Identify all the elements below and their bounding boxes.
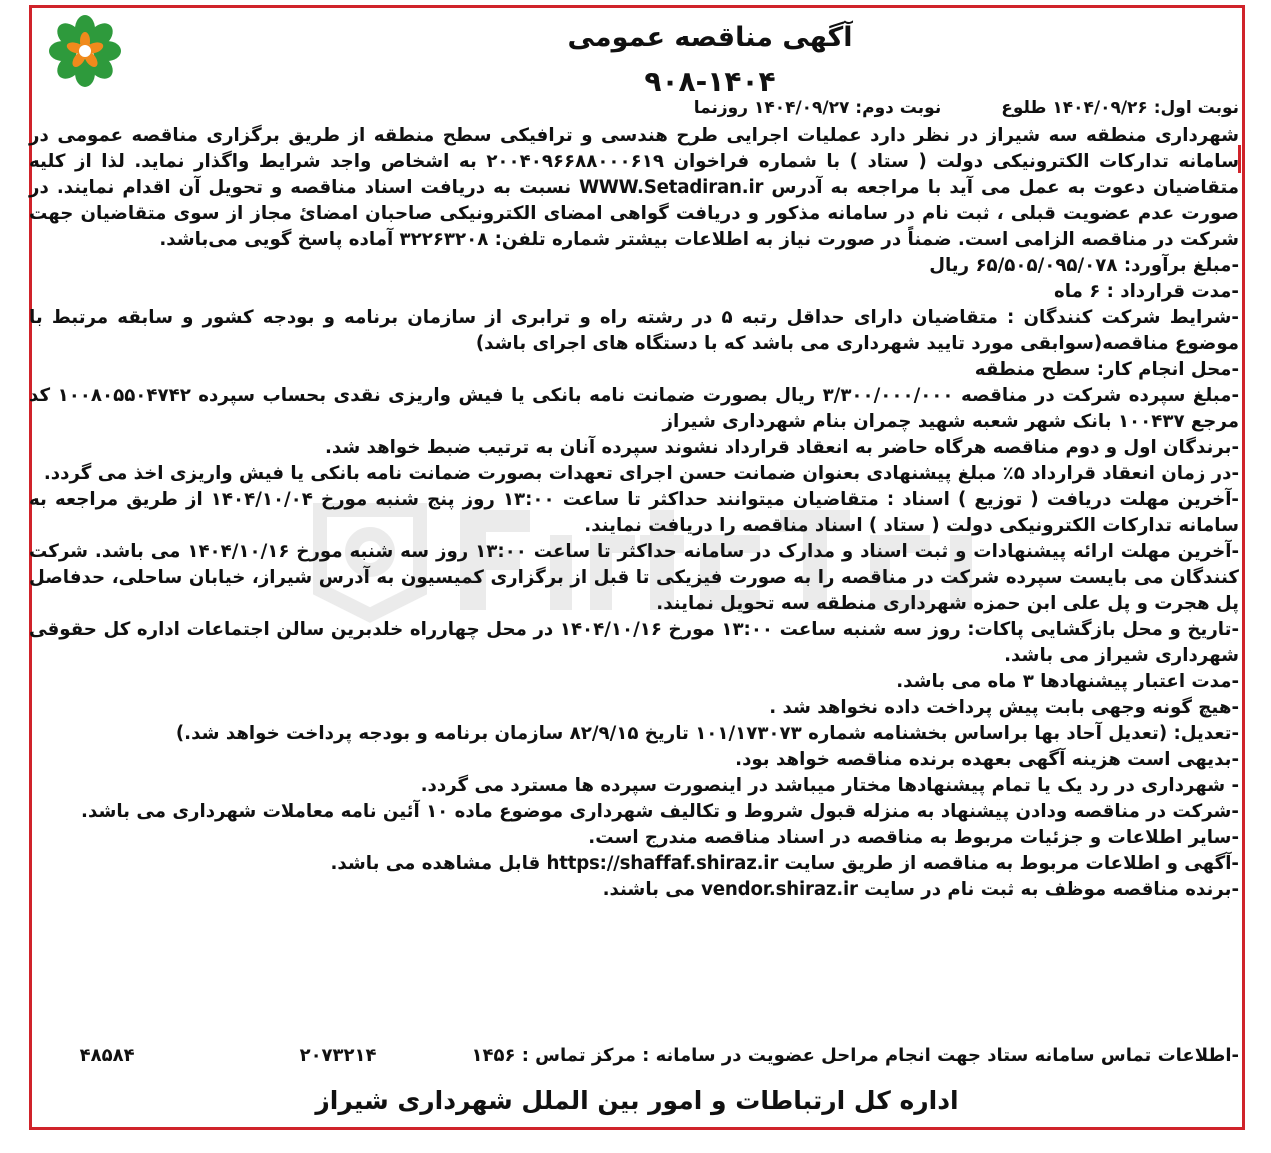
submission-deadline: -آخرین مهلت ارائه پیشنهادات و ثبت اسناد و مدارک در سامانه حداکثر تا ساعت ۱۳:۰۰ روز سه شنبه مورخ ۱۴۰۴/۱۰/۱۶ می باشد. شرکت کنندگان می بایست سپرده شرکت در مناقصه را به صورت فیزیکی تا قبل از برگزاری کمیسیون به آدرس شیراز، خیابان ساحلی، حدفاصل پل هجرت و پل علی ابن حمزه شهرداری منطقه سه تحویل نمایند.: [29, 541, 1239, 614]
municipality-logo-icon: [40, 14, 130, 88]
vendor-registration: -برنده مناقصه موظف به ثبت نام در سایت vendor.shiraz.ir می باشند.: [602, 879, 1239, 900]
prepayment-note: -هیچ گونه وجهی بابت پیش پرداخت داده نخواهد شد .: [769, 697, 1239, 718]
notice-heading: [400, 20, 1020, 102]
second-publication: نوبت دوم: ۱۴۰۴/۰۹/۲۷ روزنما: [693, 98, 942, 118]
document-deadline: -آخرین مهلت دریافت ( توزیع ) اسناد : متقاضیان میتوانند حداکثر تا ساعت ۱۳:۰۰ روز پنج شنبه مورخ ۱۴۰۴/۱۰/۰۴ از طریق مراجعه به سامانه تدارکات الکترونیکی دولت ( ستاد ) اسناد مناقصه را دریافت نمایند.: [29, 489, 1239, 536]
acceptance-note: -شرکت در مناقصه ودادن پیشنهاد به منزله قبول شروط و تکالیف شهرداری موضوع ماده ۱۰ آئین نامه معاملات شهرداری می باشد.: [81, 801, 1239, 822]
opening-date: -تاریخ و محل بازگشایی پاکات: روز سه شنبه ساعت ۱۳:۰۰ مورخ ۱۴۰۴/۱۰/۱۶ در محل چهارراه خلدبرین سالن اجتماعات اداره کل حقوقی شهرداری شیراز می باشد.: [29, 619, 1239, 666]
ad-cost-note: -بدیهی است هزینه آگهی بعهده برنده مناقصه خواهد بود.: [735, 749, 1239, 770]
issuer-footer: اداره کل ارتباطات و امور بین الملل شهرداری شیراز: [315, 1086, 959, 1115]
first-publication: نوبت اول: ۱۴۰۴/۰۹/۲۶ طلوع: [1001, 98, 1239, 118]
notice-title: آگهی مناقصه عمومی: [567, 22, 853, 53]
other-info: -سایر اطلاعات و جزئیات مربوط به مناقصه در اسناد مناقصه مندرج است.: [588, 827, 1239, 848]
contact-number-1: ۲۰۷۳۲۱۴: [299, 1045, 377, 1066]
tender-number: ۹۰۸-۱۴۰۴: [644, 65, 776, 98]
publication-schedule: [239, 96, 1239, 120]
validity-period: -مدت اعتبار پیشنهادها ۳ ماه می باشد.: [896, 671, 1239, 692]
participant-conditions: -شرایط شرکت کنندگان : متقاضیان دارای حداقل رتبه ۵ در رشته راه و ترابری از سازمان برنامه و بودجه کشور و سابقه مرتبط با موضوع مناقصه(سوابقی مورد تایید شهرداری می باشد که با دستگاه های اجرای باشد): [29, 307, 1239, 354]
work-location: -محل انجام کار: سطح منطقه: [974, 359, 1239, 380]
intro-paragraph: شهرداری منطقه سه شیراز در نظر دارد عملیات اجرایی طرح هندسی و ترافیکی سطح منطقه از طریق برگزاری مناقصه عمومی در سامانه تدارکات الکترونیکی دولت ( ستاد ) با شماره فراخوان ۲۰۰۴۰۹۶۶۸۸۰۰۰۶۱۹ به اشخاص واجد شرایط واگذار نماید. لذا از کلیه متقاضیان دعوت به عمل می آید با مراجعه به آدرس WWW.Setadiran.ir نسبت به دریافت اسناد مناقصه و تحویل آن اقدام نمایند. در صورت عدم عضویت قبلی ، ثبت نام در سامانه مذکور و دریافت گواهی امضای الکترونیکی صاحبان امضائ مجاز از سوی متقاضیان جهت شرکت در مناقصه الزامی است. ضمناً در صورت نیاز به اطلاعات بیشتر شماره تلفن: ۳۲۲۶۳۲۰۸ آماده پاسخ گویی می‌باشد.: [29, 125, 1240, 250]
notice-body: [29, 123, 1239, 903]
adjustment-note: -تعدیل: (تعدیل آحاد بها براساس بخشنامه شماره ۱۰۱/۱۷۳۰۷۳ تاریخ ۸۲/۹/۱۵ سازمان برنامه و بودجه پرداخت خواهد شد.): [175, 723, 1239, 744]
contact-number-2: ۴۸۵۸۴: [79, 1045, 135, 1066]
deposit-amount: -مبلغ سپرده شرکت در مناقصه ۳/۳۰۰/۰۰۰/۰۰۰ ریال بصورت ضمانت نامه بانکی یا فیش واریزی نقدی بحساب سپرده ۱۰۰۸۰۵۵۰۴۷۴۲ کد مرجع ۱۰۰۴۳۷ بانک شهر شعبه شهید چمران بنام شهرداری شیراز: [29, 385, 1239, 432]
contact-text: -اطلاعات تماس سامانه ستاد جهت انجام مراحل عضویت در سامانه : مرکز تماس : ۱۴۵۶: [471, 1045, 1239, 1066]
winners-note: -برندگان اول و دوم مناقصه هرگاه حاضر به انعقاد قرارداد نشوند سپرده آنان به ترتیب ضبط خواهد شد.: [324, 437, 1239, 458]
contract-duration: -مدت قرارداد : ۶ ماه: [1054, 281, 1239, 302]
rejection-right: - شهرداری در رد یک یا تمام پیشنهادها مختار میباشد در اینصورت سپرده ها مسترد می گردد.: [420, 775, 1239, 796]
shaffaf-site-note: -آگهی و اطلاعات مربوط به مناقصه از طریق سایت https://shaffaf.shiraz.ir قابل مشاهده می باشد.: [330, 853, 1239, 874]
estimate-amount: -مبلغ برآورد: ۶۵/۵۰۵/۰۹۵/۰۷۸ ریال: [929, 255, 1239, 276]
contact-info: [29, 1043, 1239, 1069]
performance-guarantee: -در زمان انعقاد قرارداد ۵٪ مبلغ پیشنهادی بعنوان ضمانت حسن اجرای تعهدات بصورت ضمانت نامه بانکی یا فیش واریزی اخذ می گردد.: [43, 463, 1239, 484]
